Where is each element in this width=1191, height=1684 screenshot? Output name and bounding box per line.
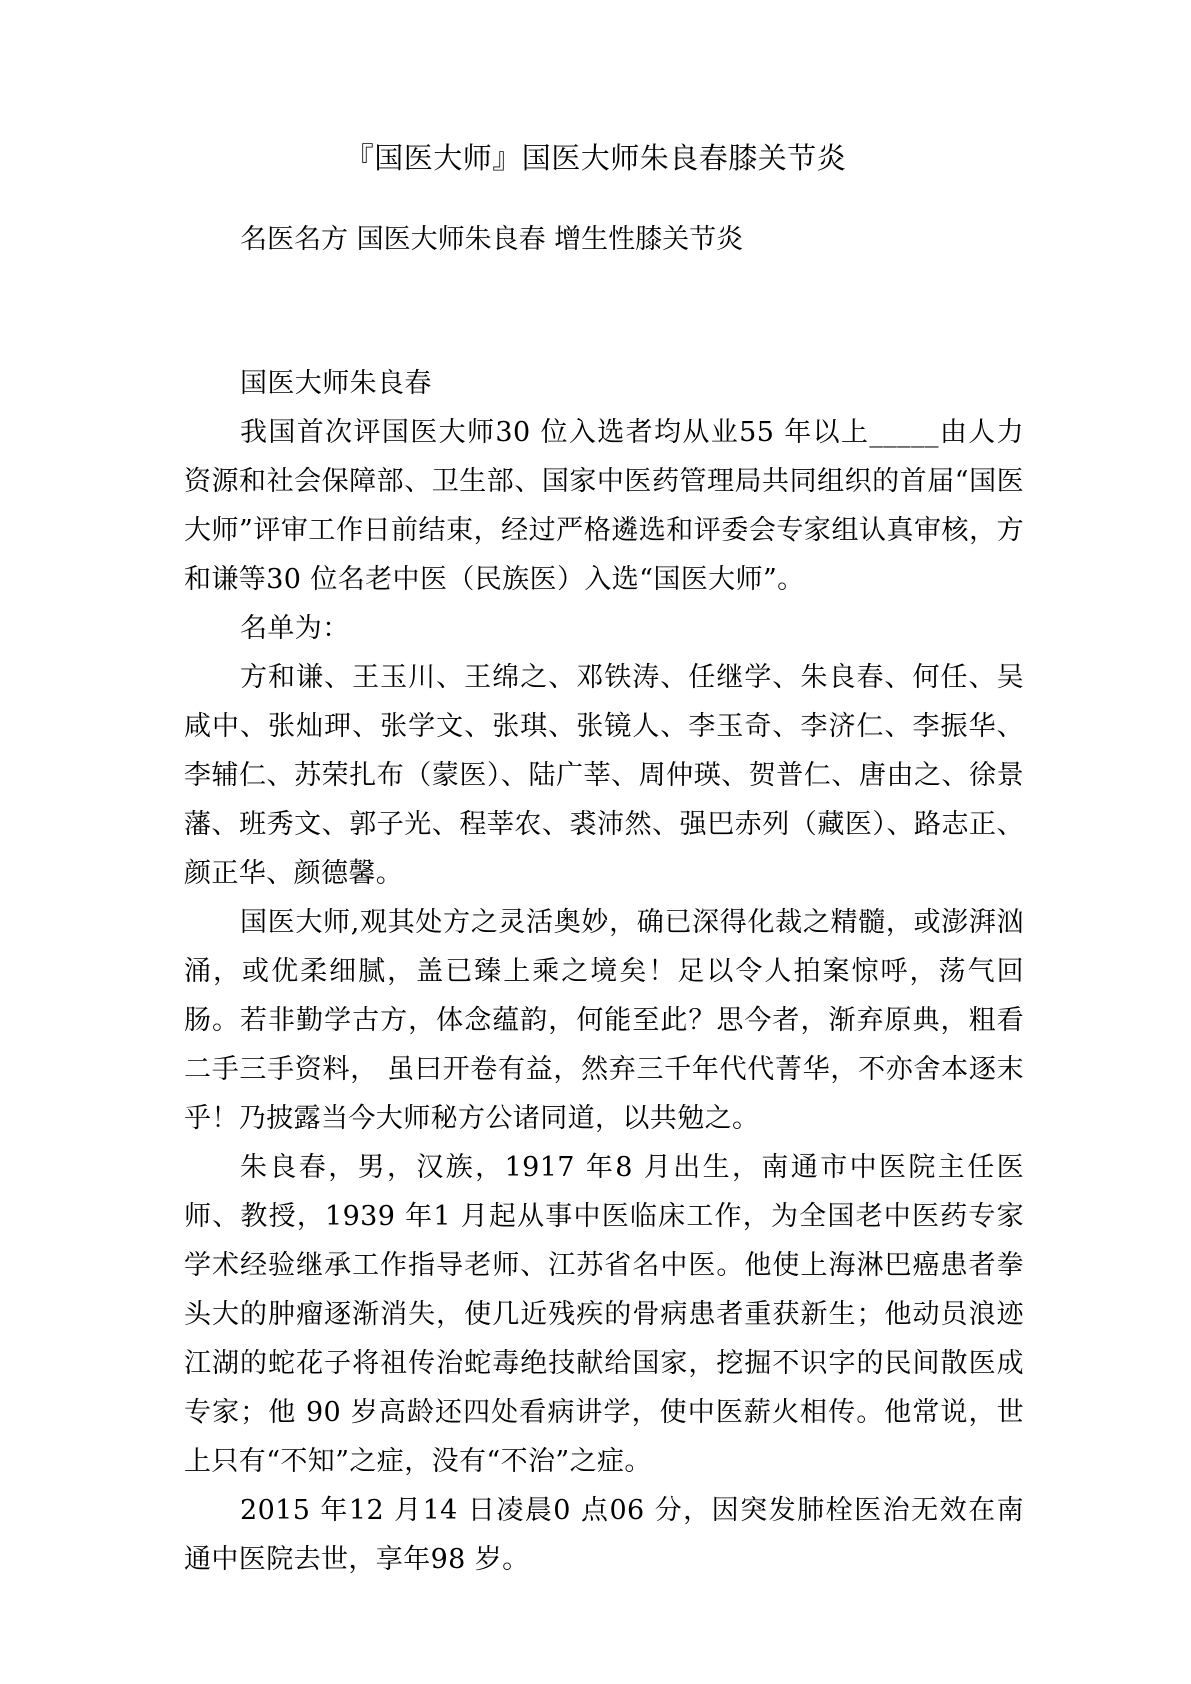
section-heading: 国医大师朱良春: [240, 368, 432, 399]
document-title: 『国医大师』国医大师朱良春膝关节炎: [344, 141, 847, 175]
paragraph-selection-intro: 我国首次评国医大师30 位入选者均从业55 年以上_____由人力资源和社会保障部、卫生部、国家中医药管理局共同组织的首届“国医大师”评审工作日前结束，经过严格遴选和评委会专家组认真审核，方和谦等30 位名老中医（民族医）入选“国医大师”。: [184, 417, 1024, 595]
paragraph-commentary: 国医大师,观其处方之灵活奥妙，确已深得化裁之精髓，或澎湃汹涌，或优柔细腻，盖已臻上乘之境矣！足以令人拍案惊呼，荡气回肠。若非勤学古方，体念蕴韵，何能至此？思今者，渐弃原典，粗看二手三手资料， 虽曰开卷有益，然弃三千年代代菁华，不亦舍本逐末乎！乃披露当今大师秘方公诸同道，以共勉之。: [184, 907, 1024, 1134]
paragraph-name-list: 方和谦、王玉川、王绵之、邓铁涛、任继学、朱良春、何任、吴咸中、张灿玾、张学文、张琪、张镜人、李玉奇、李济仁、李振华、李辅仁、苏荣扎布（蒙医）、陆广莘、周仲瑛、贺普仁、唐由之、徐景藩、班秀文、郭子光、程莘农、裘沛然、强巴赤列（藏医）、路志正、颜正华、颜德馨。: [184, 662, 1024, 889]
document-body: [184, 359, 1024, 1584]
document-subtitle: 名医名方 国医大师朱良春 增生性膝关节炎: [240, 224, 744, 255]
paragraph-death-notice: 2015 年12 月14 日凌晨0 点06 分，因突发肺栓医治无效在南通中医院去世，享年98 岁。: [184, 1495, 1024, 1575]
paragraph-list-label: 名单为：: [240, 613, 350, 644]
paragraph-biography: 朱良春，男，汉族，1917 年8 月出生，南通市中医院主任医师、教授，1939 年1 月起从事中医临床工作，为全国老中医药专家学术经验继承工作指导老师、江苏省名中医。他使上海淋巴癌患者拳头大的肿瘤逐渐消失，使几近残疾的骨病患者重获新生；他动员浪迹江湖的蛇花子将祖传治蛇毒绝技献给国家，挖掘不识字的民间散医成专家；他 90 岁高龄还四处看病讲学，使中医薪火相传。他常说，世上只有“不知”之症，没有“不治”之症。: [184, 1152, 1024, 1477]
